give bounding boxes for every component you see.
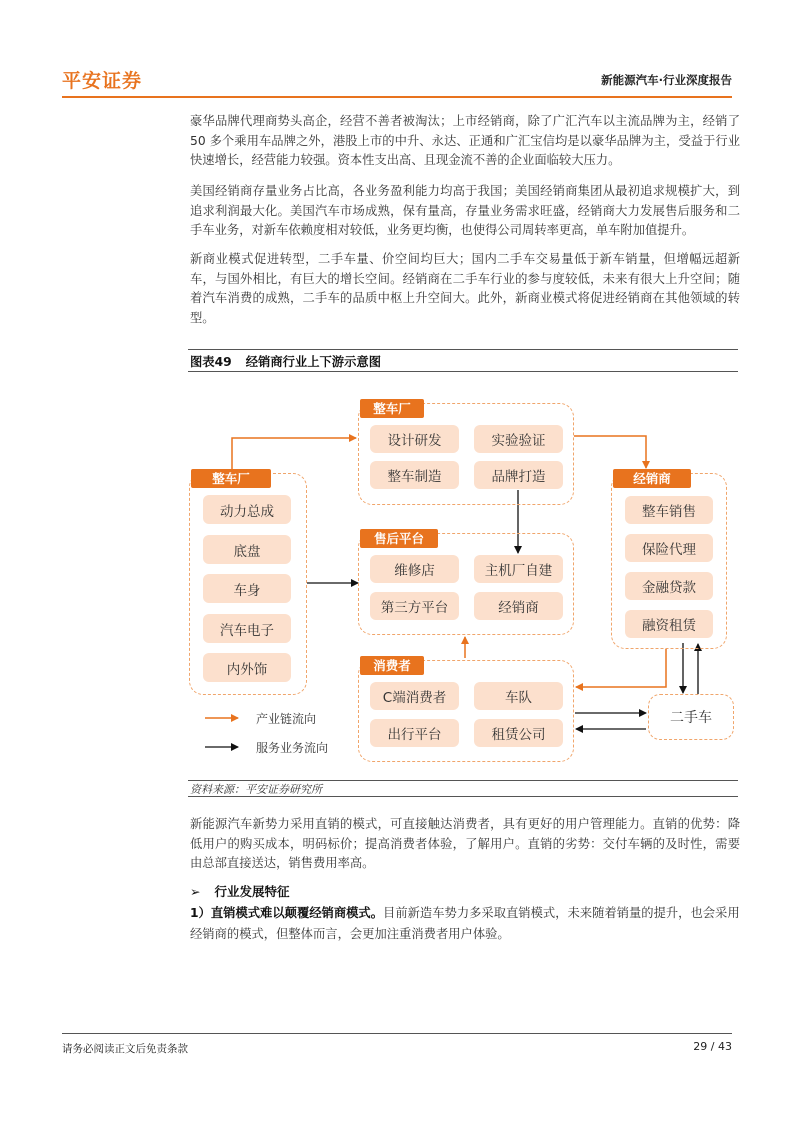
paragraph-2: 美国经销商存量业务占比高，各业务盈利能力均高于我国；美国经销商集团从最初追求规模扩大，到追求利润最大化。美国汽车市场成熟，保有量高，存量业务需求旺盛，经销商大力发展售后服务和二手车业务，对新车依赖度相对较低，业务更均衡，也使得公司周转率更高，单车附加值提升。 (190, 184, 740, 237)
node-finance-loan: 金融贷款 (625, 572, 713, 600)
node-fleet: 车队 (474, 682, 563, 710)
node-car-sales: 整车销售 (625, 496, 713, 524)
node-insurance: 保险代理 (625, 534, 713, 562)
footer-disclaimer: 请务必阅读正文后免责条款 (62, 1043, 188, 1055)
section-bullet: ➢ (190, 884, 201, 899)
figure-source: 资料来源：平安证券研究所 (190, 783, 322, 796)
section-title: 行业发展特征 (214, 884, 290, 899)
paragraph-1: 豪华品牌代理商势头高企，经营不善者被淘汰；上市经销商，除了广汇汽车以主流品牌为主，经销了 50 多个乘用车品牌之外，港股上市的中升、永达、正通和广汇宝信均是以豪华品牌为主，受益于行业快速增长，经营能力较强。资本性支出高、且现金流不善的企业面临较大压力。 (190, 114, 740, 167)
page-number: 29 / 43 (693, 1040, 732, 1053)
figure-number: 图表49 (190, 355, 232, 369)
legend-service-label: 服务业务流向 (256, 741, 329, 755)
consumer-tag: 消费者 (360, 656, 424, 675)
left-oem-tag: 整车厂 (191, 469, 271, 488)
source-rule-bottom (188, 796, 738, 797)
node-branding: 品牌打造 (474, 461, 563, 489)
node-body: 车身 (203, 574, 291, 603)
node-chassis: 底盘 (203, 535, 291, 564)
legend-industry-label: 产业链流向 (256, 712, 317, 726)
arrow-left-to-top (232, 438, 356, 473)
node-testing: 实验验证 (474, 425, 563, 453)
node-ride-platform: 出行平台 (370, 719, 459, 747)
dealer-tag: 经销商 (613, 469, 691, 488)
node-leasing-company: 租赁公司 (474, 719, 563, 747)
node-electronics: 汽车电子 (203, 614, 291, 643)
footer-divider (62, 1033, 732, 1034)
top-oem-tag: 整车厂 (360, 399, 424, 418)
node-powertrain: 动力总成 (203, 495, 291, 524)
node-finance-lease: 融资租赁 (625, 610, 713, 638)
paragraph-3: 新商业模式促进转型，二手车量、价空间均巨大；国内二手车交易量低于新车销量，但增幅远超新车，与国外相比，有巨大的增长空间。经销商在二手车行业的参与度较低，未来有很大上升空间；随着汽车消费的成熟，二手车的品质中枢上升空间大。此外，新商业模式将促进经销商在其他领域的转型。 (190, 252, 740, 325)
item-text: 目前新造车势力多采取直销模式，未来随着销量的提升，也会采用经销商的模式，但整体而言，会更加注重消费者用户体验。 (190, 906, 740, 941)
node-manufacturing: 整车制造 (370, 461, 459, 489)
report-type: 新能源汽车·行业深度报告 (601, 73, 732, 87)
node-interior: 内外饰 (203, 653, 291, 682)
aftersales-tag: 售后平台 (360, 529, 438, 548)
company-logo: 平安证券 (62, 70, 143, 92)
node-repair-shop: 维修店 (370, 555, 459, 583)
figure-caption: 经销商行业上下游示意图 (245, 355, 381, 369)
arrow-dealer-to-consumer (576, 649, 666, 687)
top-oem-group (358, 403, 574, 505)
section-heading (190, 882, 290, 900)
item-number: 1） (190, 906, 211, 920)
item-bold: 直销模式难以颠覆经销商模式。 (210, 906, 384, 920)
node-oem-self-built: 主机厂自建 (474, 555, 563, 583)
node-used-car: 二手车 (648, 694, 734, 740)
node-dealer: 经销商 (474, 592, 563, 620)
node-third-party: 第三方平台 (370, 592, 459, 620)
node-design: 设计研发 (370, 425, 459, 453)
paragraph-direct-sales: 新能源汽车新势力采用直销的模式，可直接触达消费者，具有更好的用户管理能力。直销的优势：降低用户的购买成本，明码标价；提高消费者体验，了解用户。直销的劣势：交付车辆的及时性，需要由总部直接送达，销售费用率高。 (190, 817, 740, 870)
section-item-1 (190, 903, 740, 945)
arrow-top-to-dealer (574, 436, 646, 468)
node-c-consumer: C端消费者 (370, 682, 459, 710)
